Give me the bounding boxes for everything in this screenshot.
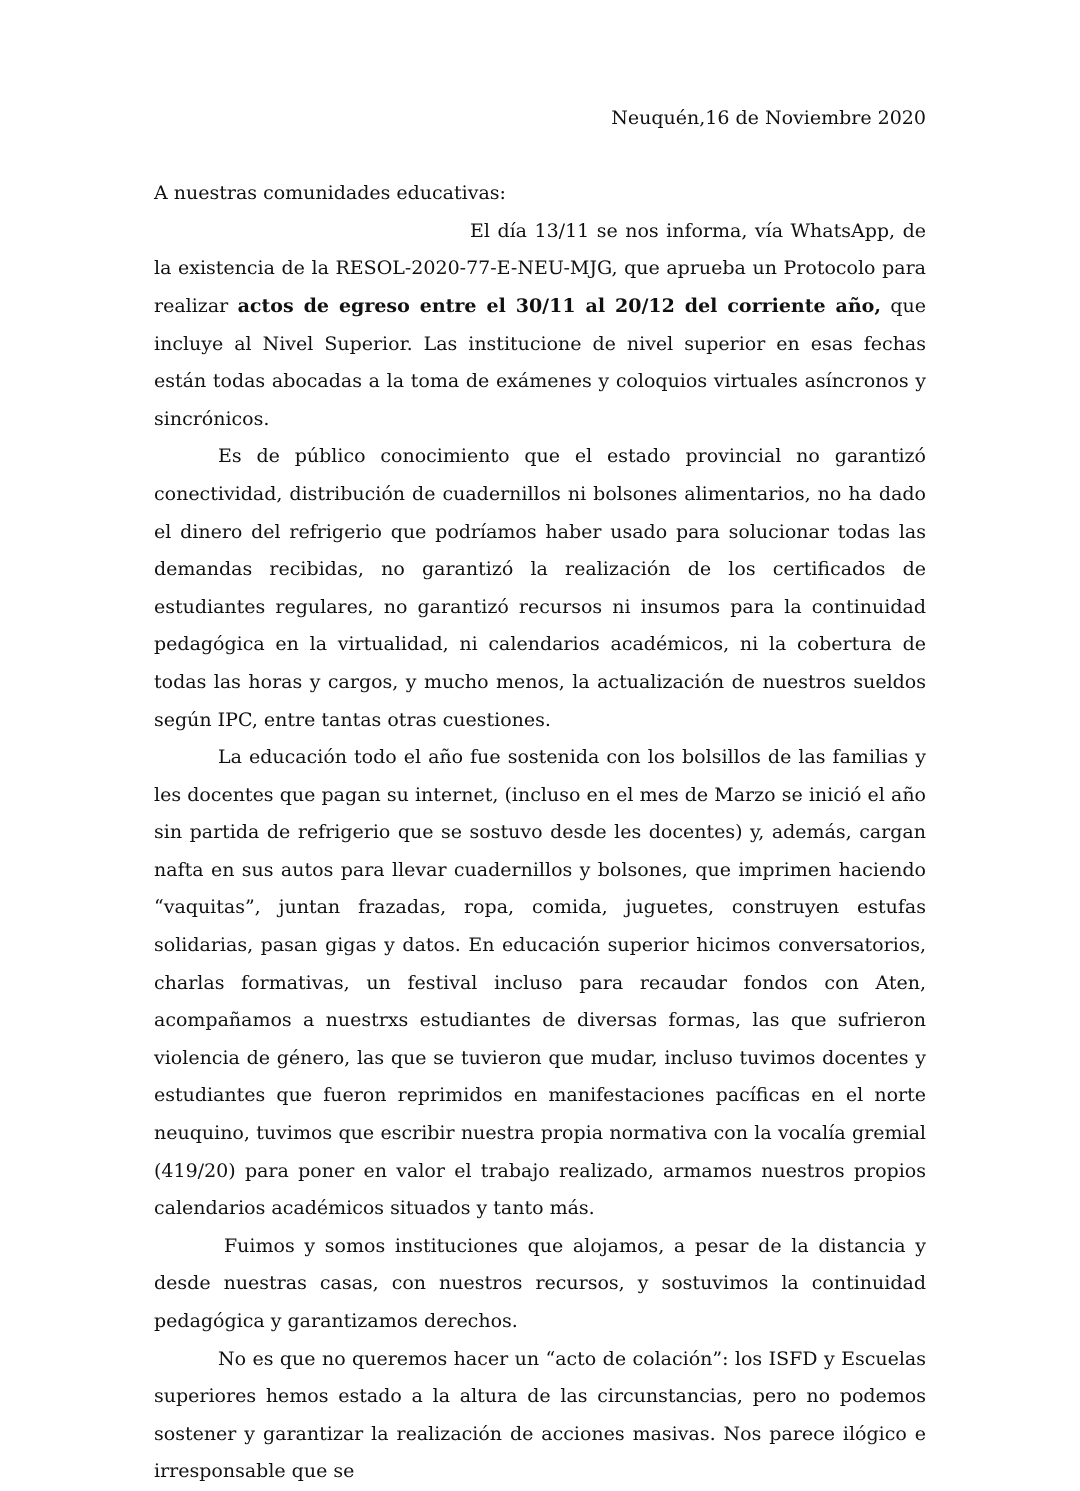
letter-page (154, 100, 926, 1491)
letter-greeting: A nuestras comunidades educativas: (154, 182, 506, 205)
letter-date: Neuquén,16 de Noviembre 2020 (611, 107, 926, 129)
paragraph-2: Es de público conocimiento que el estado provincial no garantizó conectividad, distribución de cuadernillos ni bolsones alimentarios, no ha dado el dinero del refrigerio que podríamos haber usado para solucionar todas las demandas recibidas, no garantizó la realización de los certificados de estudiantes regulares, no garantizó recursos ni insumos para la continuidad pedagógica en la virtualidad, ni calendarios académicos, ni la cobertura de todas las horas y cargos, y mucho menos, la actualización de nuestros sueldos según IPC, entre tantas otras cuestiones. (154, 445, 926, 731)
paragraph-5: No es que no queremos hacer un “acto de colación”: los ISFD y Escuelas superiores hemos estado a la altura de las circunstancias, pero no podemos sostener y garantizar la realización de acciones masivas. Nos parece ilógico e irresponsable que se (154, 1347, 926, 1483)
paragraph-1-bold-dates: actos de egreso entre el 30/11 al 20/12 del corriente año, (237, 294, 881, 317)
paragraph-1-text-start: El día 13/11 se nos informa, vía WhatsApp, de la existencia de la RESOL-2020-77-E-NEU-MJG, que aprueba un Protocolo para realizar (154, 219, 926, 317)
paragraph-3: La educación todo el año fue sostenida con los bolsillos de las familias y les docentes que pagan su internet, (incluso en el mes de Marzo se inició el año sin partida de refrigerio que se sostuvo desde les docentes) y, además, cargan nafta en sus autos para llevar cuadernillos y bolsones, que imprimen haciendo “vaquitas”, juntan frazadas, ropa, comida, juguetes, construyen estufas solidarias, pasan gigas y datos. En educación superior hicimos conversatorios, charlas formativas, un festival incluso para recaudar fondos con Aten, acompañamos a nuestrxs estudiantes de diversas formas, las que sufrieron violencia de género, las que se tuvieron que mudar, incluso tuvimos docentes y estudiantes que fueron reprimidos en manifestaciones pacíficas en el norte neuquino, tuvimos que escribir nuestra propia normativa con la vocalía gremial (419/20) para poner en valor el trabajo realizado, armamos nuestros propios calendarios académicos situados y tanto más. (154, 746, 926, 1220)
paragraph-1-text-end: que incluye al Nivel Superior. Las institucione de nivel superior en esas fechas están todas abocadas a la toma de exámenes y coloquios virtuales asíncronos y sincrónicos. (154, 294, 926, 430)
paragraph-1 (154, 213, 926, 439)
paragraph-4: Fuimos y somos instituciones que alojamos, a pesar de la distancia y desde nuestras casas, con nuestros recursos, y sostuvimos la continuidad pedagógica y garantizamos derechos. (154, 1234, 926, 1332)
